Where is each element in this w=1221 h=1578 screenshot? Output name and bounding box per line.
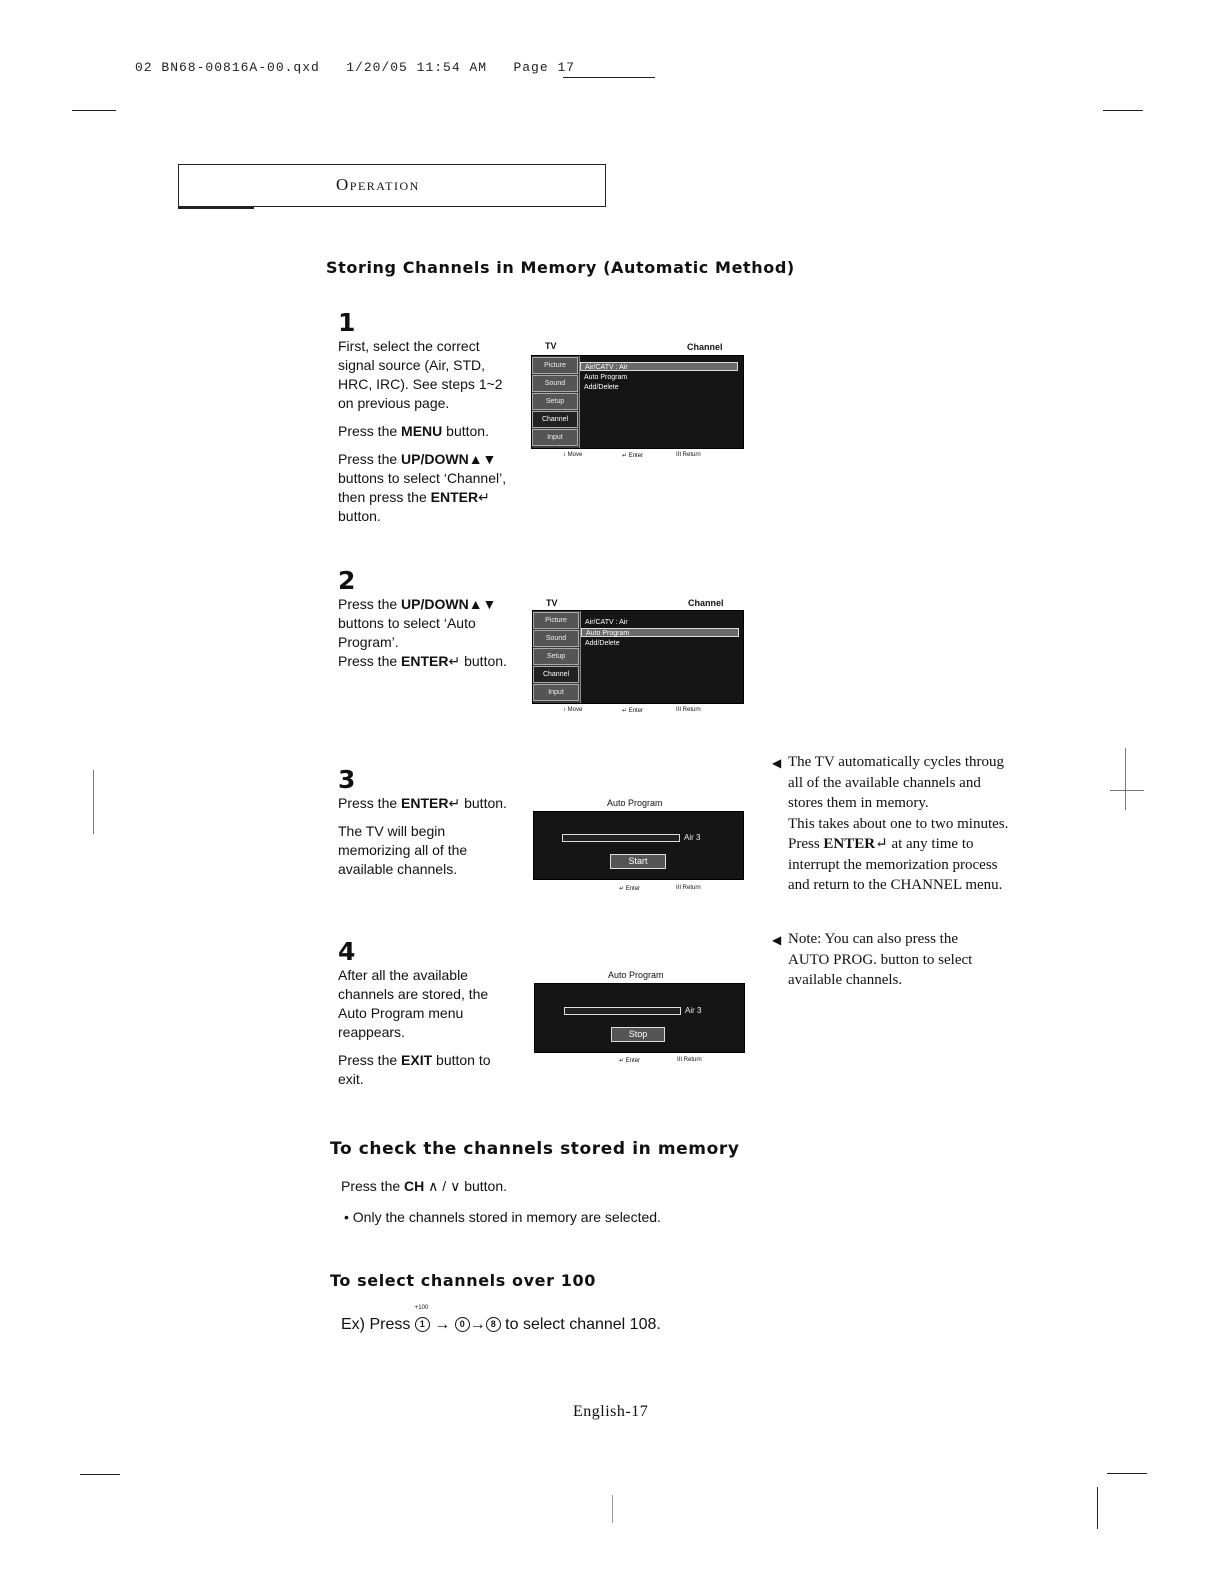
step-1-para-3: Press the UP/DOWN▲▼ buttons to select ‘Channel’, then press the ENTER↵ button. xyxy=(338,451,507,524)
screen-2-hint-enter: ↵ Enter xyxy=(622,708,644,714)
note-2-line-1: Note: You can also press the xyxy=(788,931,958,947)
step-1-text xyxy=(338,337,518,535)
enter-icon: ↵ xyxy=(448,795,461,811)
key-plus100 xyxy=(414,1305,430,1334)
step-2-number: 2 xyxy=(338,566,356,595)
registration-mark-right xyxy=(1125,748,1126,810)
crop-mark-bottom-right-v xyxy=(1097,1487,1098,1529)
screen-1-hint-enter: ↵ Enter xyxy=(622,453,644,459)
key-1-icon: 1 xyxy=(415,1317,430,1332)
screen-3-progress-bar xyxy=(562,834,680,842)
registration-mark-right-h xyxy=(1110,790,1144,791)
note-1-line-2: all of the available channels and xyxy=(788,774,981,791)
step-4-number: 4 xyxy=(338,937,356,966)
step-4-text xyxy=(338,966,510,1098)
screen-3-auto-program xyxy=(533,811,744,880)
section-title: Operation xyxy=(336,175,420,194)
input-icon: Input xyxy=(533,684,579,701)
screen-1-right-label: Channel xyxy=(687,342,723,352)
channel-icon: Channel xyxy=(533,666,579,683)
start-button: Start xyxy=(610,854,666,869)
screen-1-menu xyxy=(531,355,744,449)
note-1-line-7: and return to the CHANNEL menu. xyxy=(788,877,1003,893)
screen-2-row-auto-program: Auto Program xyxy=(581,628,739,637)
step-4-para-2: Press the EXIT button to exit. xyxy=(338,1052,491,1087)
enter-icon: ↵ xyxy=(478,489,490,505)
key-8-icon: 8 xyxy=(486,1317,501,1332)
note-1 xyxy=(788,752,1040,896)
screen-2-left-label: TV xyxy=(546,598,558,608)
screen-4-progress-bar xyxy=(564,1007,681,1015)
screen-2-menu xyxy=(532,610,744,704)
note-1-line-1: The TV automatically cycles throug xyxy=(788,754,1005,770)
screen-1-row-auto-program: Auto Program xyxy=(584,374,628,381)
check-line: Press the CH ∧ / ∨ button. xyxy=(341,1178,508,1194)
step-2-text xyxy=(338,595,518,680)
sound-icon: Sound xyxy=(532,375,578,392)
step-3-text xyxy=(338,794,518,888)
header-underline xyxy=(563,77,655,78)
crop-mark-bottom-left xyxy=(80,1474,120,1475)
screen-2-sidebar xyxy=(533,611,581,703)
note-1-arrow-icon: ◀ xyxy=(772,756,782,770)
screen-4-auto-program xyxy=(534,983,745,1053)
screen-1-hint-move: ↕ Move xyxy=(563,452,583,458)
screen-2-row-add-delete: Add/Delete xyxy=(585,640,620,647)
check-heading: To check the channels stored in memory xyxy=(330,1139,740,1159)
select-example: Ex) Press +100 1 → 0 → 8 to select channel 108. xyxy=(341,1305,661,1333)
screen-1-sidebar xyxy=(532,356,580,448)
select-heading: To select channels over 100 xyxy=(330,1271,596,1290)
arrow-2: → xyxy=(469,1316,486,1333)
note-2-arrow-icon: ◀ xyxy=(772,933,782,947)
step-3-number: 3 xyxy=(338,765,356,794)
note-2-line-2: AUTO PROG. button to select xyxy=(788,951,973,968)
note-1-line-4: This takes about one to two minutes. xyxy=(788,815,1009,832)
screen-2-hint-move: ↕ Move xyxy=(563,707,583,713)
channel-icon: Channel xyxy=(532,411,578,428)
page-number: English-17 xyxy=(573,1403,649,1420)
main-heading: Storing Channels in Memory (Automatic Method) xyxy=(326,258,795,277)
screen-1-hint-return: III Return xyxy=(676,452,701,458)
note-1-line-6: interrupt the memorization process xyxy=(788,856,998,873)
setup-icon: Setup xyxy=(532,393,578,410)
enter-icon: ↵ xyxy=(448,653,461,669)
note-1-line-3: stores them in memory. xyxy=(788,795,929,811)
check-bullet: • Only the channels stored in memory are selected. xyxy=(344,1209,661,1225)
step-4-para-1: After all the available channels are stored, the Auto Program menu reappears. xyxy=(338,967,489,1040)
setup-icon: Setup xyxy=(533,648,579,665)
step-1-para-2: Press the MENU button. xyxy=(338,423,489,439)
key-0-icon: 0 xyxy=(455,1317,470,1332)
file-header: 02 BN68-00816A-00.qxd 1/20/05 11:54 AM Page 17 xyxy=(135,60,576,75)
key-plus100-label: +100 xyxy=(414,1305,429,1311)
step-3-para-2: The TV will begin memorizing all of the available channels. xyxy=(338,823,468,877)
screen-4-channel: Air 3 xyxy=(685,1006,702,1015)
screen-4-hint-return: III Return xyxy=(677,1057,702,1063)
crop-mark-top-right xyxy=(1103,110,1143,111)
screen-4-hint-enter: ↵ Enter xyxy=(619,1058,641,1064)
crop-mark-top-left xyxy=(72,110,116,111)
step-1-para-1: First, select the correct signal source (Air, STD, HRC, IRC). See steps 1~2 on previous page. xyxy=(338,338,503,411)
step-1-number: 1 xyxy=(338,308,356,337)
screen-2-hint-return: III Return xyxy=(676,707,701,713)
picture-icon: Picture xyxy=(532,357,578,374)
note-2 xyxy=(788,929,1040,991)
screen-2-right-label: Channel xyxy=(688,598,724,608)
screen-3-hint-enter: ↵ Enter xyxy=(619,886,641,892)
screen-2-row-air-catv: Air/CATV : Air xyxy=(585,619,628,626)
screen-3-channel: Air 3 xyxy=(684,833,701,842)
note-1-line-5: Press ENTER↵ at any time to xyxy=(788,836,974,852)
stop-button: Stop xyxy=(611,1027,665,1042)
screen-4-title: Auto Program xyxy=(608,970,664,980)
step-3-para-1: Press the ENTER↵ button. xyxy=(338,795,507,811)
screen-1-row-add-delete: Add/Delete xyxy=(584,384,619,391)
step-2-para-2: Press the ENTER↵ button. xyxy=(338,653,507,669)
sound-icon: Sound xyxy=(533,630,579,647)
input-icon: Input xyxy=(532,429,578,446)
screen-1-left-label: TV xyxy=(545,341,557,351)
screen-1-row-air-catv: Air/CATV : Air xyxy=(580,362,738,371)
registration-mark-left xyxy=(93,770,94,834)
registration-mark-bottom xyxy=(612,1495,613,1523)
crop-mark-bottom-right xyxy=(1107,1473,1147,1474)
arrow-1: → xyxy=(434,1316,451,1333)
picture-icon: Picture xyxy=(533,612,579,629)
section-box-underline xyxy=(178,207,254,209)
screen-3-title: Auto Program xyxy=(607,798,663,808)
step-2-para-1: Press the UP/DOWN▲▼ buttons to select ‘Auto Program’. xyxy=(338,596,497,650)
enter-icon: ↵ xyxy=(875,836,888,852)
note-2-line-3: available channels. xyxy=(788,972,903,988)
screen-3-hint-return: III Return xyxy=(676,885,701,891)
